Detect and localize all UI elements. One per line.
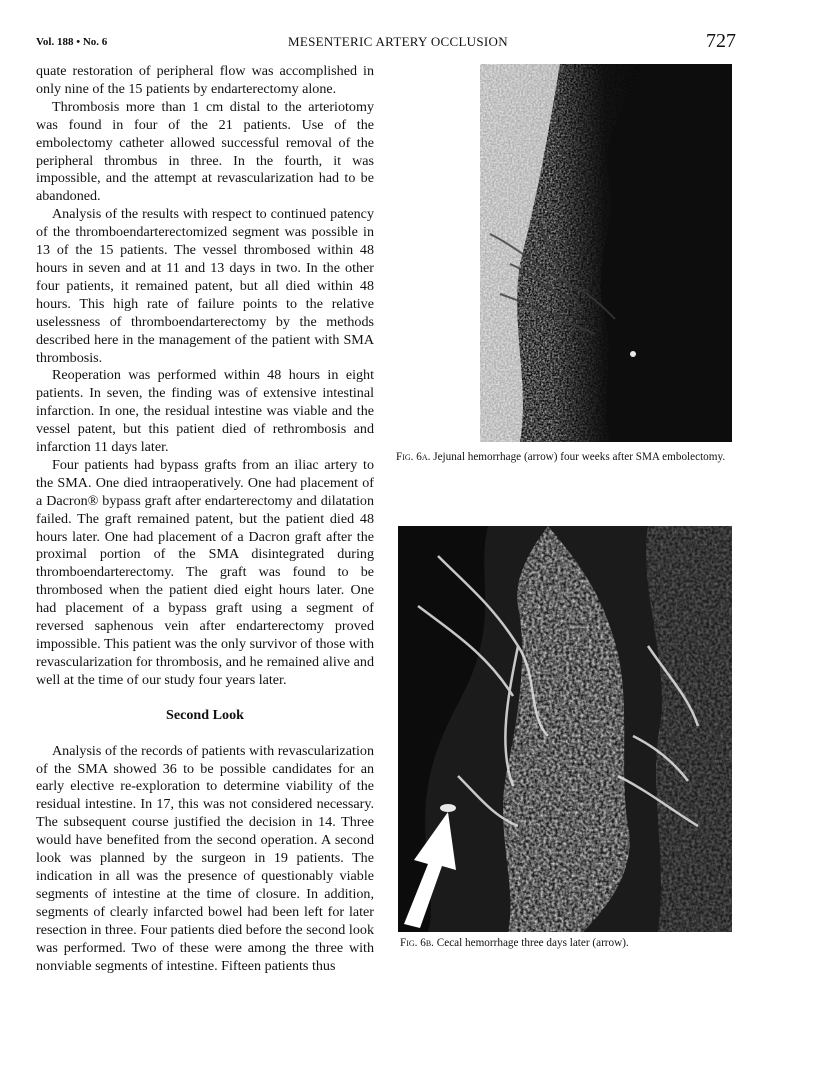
running-title: MESENTERIC ARTERY OCCLUSION: [288, 34, 508, 49]
angiogram-image-a: [480, 64, 732, 442]
page-number: 727: [706, 30, 736, 52]
figure-6a-angiogram: [480, 64, 732, 442]
paragraph: quate restoration of peripheral flow was accomplished in only nine of the 15 patients by endarterectomy alone.: [36, 63, 374, 97]
figure-6b-caption: [400, 936, 736, 950]
hemorrhage-marker: [630, 351, 636, 357]
caption-text: Jejunal hemorrhage (arrow) four weeks after SMA embolectomy.: [433, 451, 726, 463]
paragraph: Four patients had bypass grafts from an iliac artery to the SMA. One died intraoperatively. One had placement of a Dacron® bypass graft after endarterectomy and dilatation failed. The graft remained patent, but the patient died 48 hours later. One had placement of a Dacron graft after the proximal portion of the SMA disintegrated during thromboendarterectomy. The graft was found to be thrombosed when the patient died eight hours later. One had placement of a bypass graft using a segment of reversed saphenous vein after endarterectomy proved impossible. This patient was the only survivor of those with revascularization for thrombosis, and he remained alive and well at the time of our study four years later.: [36, 456, 374, 688]
section-heading: Second Look: [166, 706, 244, 723]
text-column: [36, 63, 374, 975]
caption-text: Cecal hemorrhage three days later (arrow).: [436, 937, 629, 949]
figure-6a-caption: [396, 450, 732, 464]
paragraph: Thrombosis more than 1 cm distal to the arteriotomy was found in four of the 21 patients. Use of the embolectomy catheter allowed successful removal of the peripheral thrombus in three. In the fourth, it was impossible, and the attempt at revascularization had to be abandoned.: [36, 98, 374, 205]
running-header: [36, 30, 736, 56]
figure-6b-angiogram: [398, 526, 732, 932]
paragraph: Analysis of the records of patients with revascularization of the SMA showed 36 to be possible candidates for an early elective re-exploration to determine viability of the residual intestine. In 17, this was not considered necessary. The subsequent course justified the decision in 14. Three would have benefited from the second operation. A second look was planned by the surgeon in 19 patients. The indication in all was the presence of questionably viable segments of intestine at the time of closure. In addition, segments of clearly infarcted bowel had been left for later resection in three. Four patients died before the second look was performed. Two of these were among the three with nonviable segments of intestine. Fifteen patients thus: [36, 742, 374, 974]
volume-issue: Vol. 188 • No. 6: [36, 36, 108, 48]
paragraph: Reoperation was performed within 48 hours in eight patients. In seven, the finding was of extensive intestinal infarction. In one, the residual intestine was viable and the vessel patent, but this patient died of rethrombosis and infarction 11 days later.: [36, 367, 374, 456]
paragraph: Analysis of the results with respect to continued patency of the thromboendarterectomized segment was possible in 13 of the 15 patients. The vessel thrombosed within 48 hours in seven and at 11 and 13 days in two. In the other four patients, it remained patent, but all died within 48 hours. This high rate of failure points to the relative uselessness of thromboendarterectomy by the methods described here in the management of the patient with SMA thrombosis.: [36, 206, 374, 366]
angiogram-image-b: [398, 526, 732, 932]
figure-label: Fig. 6a.: [396, 451, 431, 463]
figure-label: Fig. 6b.: [400, 937, 434, 949]
